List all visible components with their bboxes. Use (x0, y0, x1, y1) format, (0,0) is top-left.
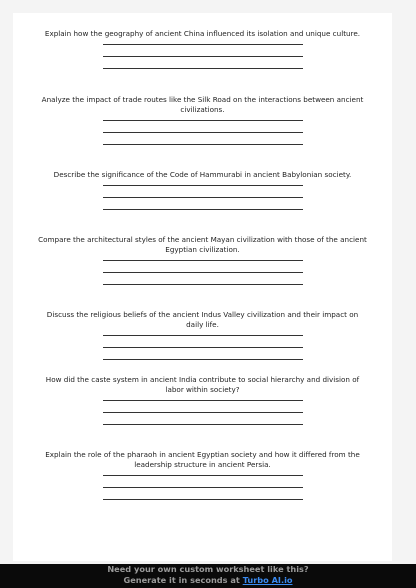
answer-line[interactable] (103, 197, 303, 198)
footer-line-1: Need your own custom worksheet like this? (107, 564, 309, 574)
answer-line[interactable] (103, 272, 303, 273)
answer-line[interactable] (103, 144, 303, 145)
question-1 (13, 29, 392, 80)
answer-lines (13, 185, 392, 210)
answer-line[interactable] (103, 412, 303, 413)
answer-line[interactable] (103, 424, 303, 425)
question-text: Compare the architectural styles of the ancient Mayan civilization with those of the ancient Egyptian civilization. (38, 235, 367, 254)
answer-line[interactable] (103, 284, 303, 285)
answer-line[interactable] (103, 209, 303, 210)
answer-line[interactable] (103, 185, 303, 186)
answer-line[interactable] (103, 68, 303, 69)
question-4 (13, 235, 392, 296)
question-text: Describe the significance of the Code of Hammurabi in ancient Babylonian society. (53, 170, 352, 179)
question-text: Explain how the geography of ancient China influenced its isolation and unique culture. (44, 29, 361, 38)
answer-line[interactable] (103, 44, 303, 45)
footer-line-2-text: Generate it in seconds at (123, 575, 243, 585)
worksheet-page (13, 13, 392, 561)
answer-line[interactable] (103, 487, 303, 488)
question-text: Discuss the religious beliefs of the ancient Indus Valley civilization and their impact on daily life. (46, 310, 359, 329)
answer-lines (13, 44, 392, 69)
question-7 (13, 450, 392, 511)
answer-line[interactable] (103, 347, 303, 348)
answer-line[interactable] (103, 260, 303, 261)
footer-link[interactable]: Turbo AI.io (242, 575, 293, 585)
answer-line[interactable] (103, 499, 303, 500)
promo-footer (0, 564, 416, 588)
answer-lines (13, 335, 392, 360)
question-5 (13, 310, 392, 371)
question-6 (13, 375, 392, 436)
question-3 (13, 170, 392, 221)
answer-line[interactable] (103, 475, 303, 476)
answer-line[interactable] (103, 359, 303, 360)
answer-line[interactable] (103, 400, 303, 401)
answer-lines (13, 120, 392, 145)
answer-line[interactable] (103, 132, 303, 133)
question-text: Analyze the impact of trade routes like the Silk Road on the interactions between ancient civilizations. (41, 95, 364, 114)
footer-line-2 (0, 575, 416, 586)
answer-lines (13, 475, 392, 500)
question-text: How did the caste system in ancient India contribute to social hierarchy and division of labor within society? (45, 375, 360, 394)
answer-line[interactable] (103, 120, 303, 121)
answer-line[interactable] (103, 335, 303, 336)
question-text: Explain the role of the pharaoh in ancient Egyptian society and how it differed from the leadership structure in ancient Persia. (45, 450, 360, 469)
answer-lines (13, 260, 392, 285)
answer-lines (13, 400, 392, 425)
answer-line[interactable] (103, 56, 303, 57)
question-2 (13, 95, 392, 156)
